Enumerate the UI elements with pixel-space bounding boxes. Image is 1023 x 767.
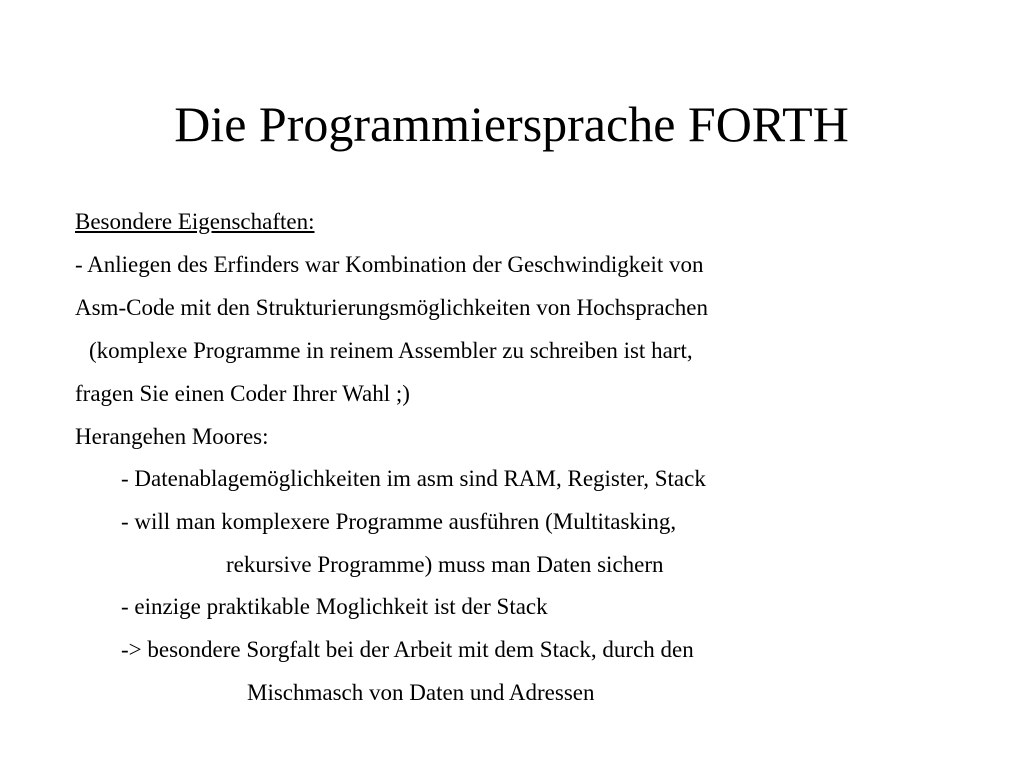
body-line: (komplexe Programme in reinem Assembler zu schreiben ist hart,: [89, 338, 693, 363]
body-line: - Anliegen des Erfinders war Kombination der Geschwindigkeit von: [75, 252, 704, 277]
body-line-continuation: Mischmasch von Daten und Adressen: [247, 680, 595, 705]
body-line-indented: - will man komplexere Programme ausführen (Multitasking,: [121, 509, 677, 534]
body-line: fragen Sie einen Coder Ihrer Wahl ;): [75, 381, 410, 406]
body-line-continuation: rekursive Programme) muss man Daten sichern: [226, 552, 664, 577]
body-line-indented: - einzige praktikable Moglichkeit ist der Stack: [121, 594, 548, 619]
section-heading-moores: Herangehen Moores:: [75, 424, 269, 449]
body-line: Asm-Code mit den Strukturierungsmöglichkeiten von Hochsprachen: [75, 295, 709, 320]
section-heading-eigenschaften: Besondere Eigenschaften:: [75, 209, 315, 234]
slide-title: Die Programmiersprache FORTH: [174, 96, 849, 152]
body-line-indented: -> besondere Sorgfalt bei der Arbeit mit dem Stack, durch den: [121, 637, 694, 662]
body-line-indented: - Datenablagemöglichkeiten im asm sind RAM, Register, Stack: [121, 466, 706, 491]
